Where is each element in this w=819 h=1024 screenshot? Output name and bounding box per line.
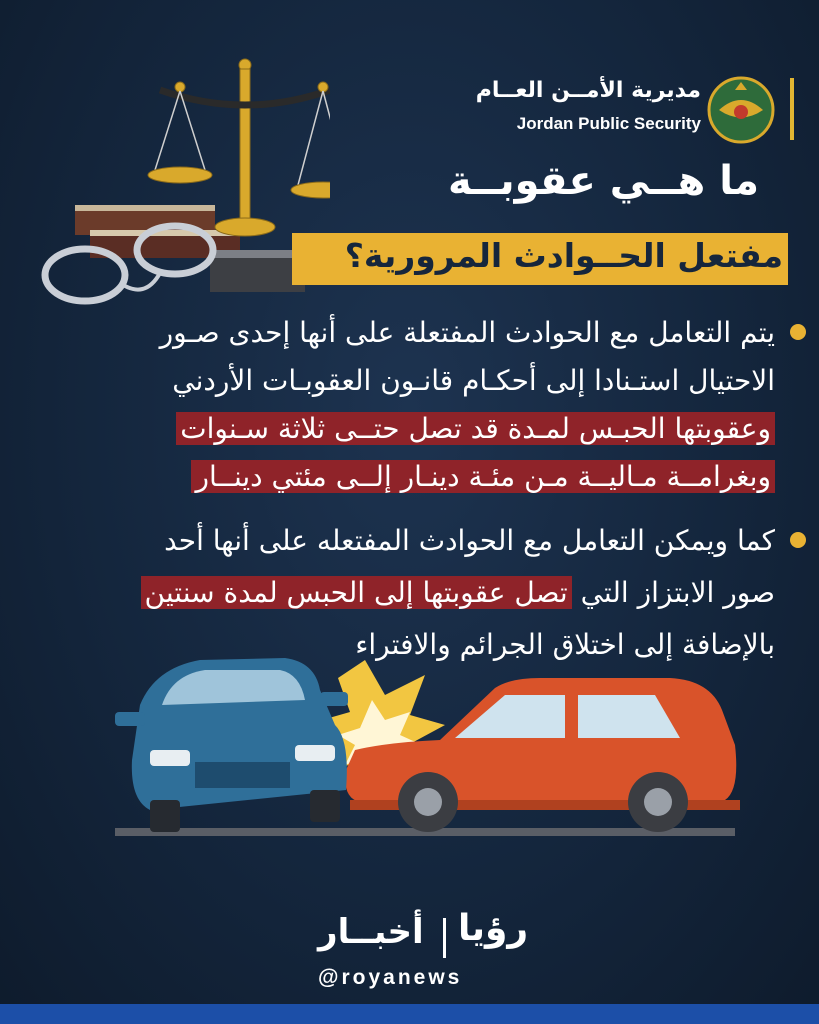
blue-car (115, 658, 348, 832)
logo-divider (790, 78, 794, 140)
title-line-2: مفتعل الحــوادث المرورية؟ (344, 236, 783, 275)
org-name-arabic: مديرية الأمــن العــام (475, 78, 701, 103)
paragraph-1-line-1: يتم التعامل مع الحوادث المفتعلة على أنها إحدى صـور (159, 316, 775, 349)
brand-akhbar: أخبــار (318, 912, 424, 952)
bullet-2 (790, 532, 806, 548)
brand-roya-logo: رؤيا (458, 908, 529, 949)
books-icon (75, 205, 305, 292)
paragraph-2-line-2-highlight: تصل عقوبتها إلى الحبس لمدة سنتين (141, 576, 572, 609)
paragraph-2 (35, 520, 775, 666)
paragraph-1-line-2: الاحتيال استـنادا إلى أحكـام قانـون العقوبـات الأردني (172, 364, 775, 397)
social-handle: @royanews (318, 966, 463, 989)
paragraph-1-line-3: وعقوبتها الحبـس لمـدة قد تصل حتــى ثلاثة سـنوات (176, 412, 775, 445)
title-line-1: ما هــي عقوبــة (448, 158, 759, 204)
paragraph-2-line-3: بالإضافة إلى اختلاق الجرائم والافتراء (355, 628, 775, 661)
paragraph-1 (35, 312, 775, 498)
emblem-icon (704, 70, 778, 144)
footer-bar (0, 1004, 819, 1024)
car-crash-illustration (110, 650, 750, 850)
org-name-english: Jordan Public Security (516, 114, 701, 133)
justice-illustration (30, 55, 330, 315)
paragraph-2-line-1: كما ويمكن التعامل مع الحوادث المفتعله على أنها أحد (164, 524, 775, 557)
paragraph-2-line-2-plain: صور الابتزاز التي (580, 576, 775, 609)
bullet-1 (790, 324, 806, 340)
paragraph-1-line-4: وبغرامــة مـاليــة مـن مئـة دينـار إلــى مئتي دينــار (191, 460, 775, 493)
brand-separator (443, 918, 446, 958)
